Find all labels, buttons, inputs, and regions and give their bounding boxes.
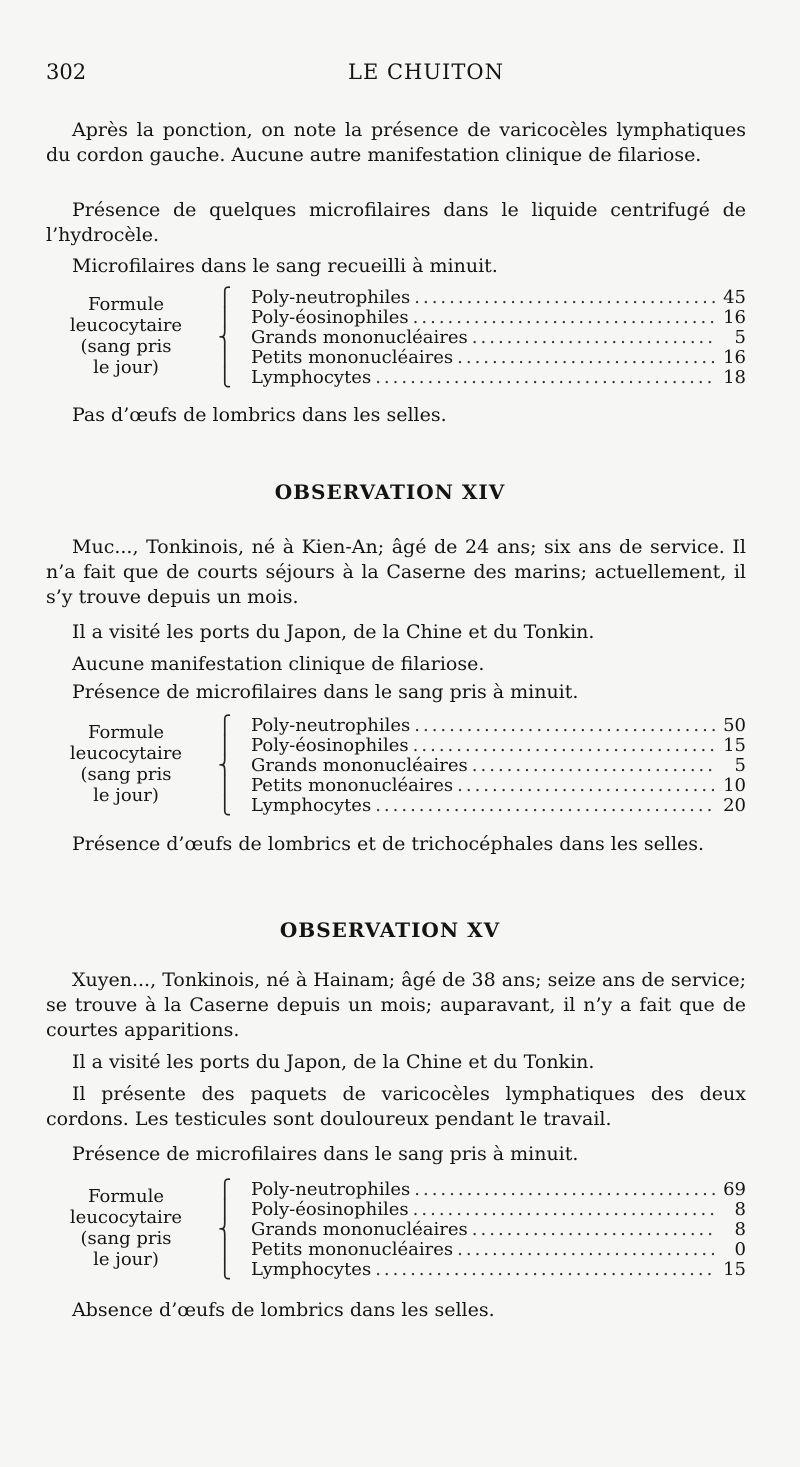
- formula-row: Poly-éosinophiles ..... 8: [251, 1200, 746, 1220]
- paragraph: Présence de quelques microfilaires dans le liquide centrifugé de l’hydrocèle.: [46, 199, 746, 246]
- formula-rows: [251, 716, 746, 816]
- formula-row: Grands mononucléaires ..... 8: [251, 1220, 746, 1240]
- formula-rows: [251, 288, 746, 388]
- paragraph: Microfilaires dans le sang recueilli à minuit.: [72, 255, 498, 277]
- formula-row: Poly-neutrophiles ..... 69: [251, 1180, 746, 1200]
- formula-row: Grands mononucléaires ..... 5: [251, 756, 746, 776]
- formula-label: Formule leucocytaire (sang pris le jour): [69, 294, 183, 378]
- brace: ⎧ ⎪ ⎨ ⎪ ⎩: [218, 715, 232, 816]
- formula-row: Lymphocytes ..... 20: [251, 796, 746, 816]
- brace: ⎧ ⎪ ⎨ ⎪ ⎩: [218, 1179, 232, 1280]
- paragraph: Présence de microfilaires dans le sang pris à minuit.: [72, 681, 579, 703]
- formula-rows: [251, 1180, 746, 1280]
- leukocyte-formula: [46, 1180, 746, 1290]
- paragraph: Pas d’œufs de lombrics dans les selles.: [72, 404, 447, 426]
- formula-row: Poly-éosinophiles ..... 15: [251, 736, 746, 756]
- formula-row: Poly-neutrophiles ..... 45: [251, 288, 746, 308]
- paragraph: Il présente des paquets de varicocèles lymphatiques des deux cordons. Les testicules sont douloureux pendant le travail.: [46, 1083, 746, 1130]
- formula-row: Poly-éosinophiles ..... 16: [251, 308, 746, 328]
- paragraph: Muc..., Tonkinois, né à Kien-An; âgé de 24 ans; six ans de service. Il n’a fait que de courts séjours à la Caserne des marins; actuellement, il s’y trouve depuis un mois.: [46, 536, 746, 608]
- leukocyte-formula: [46, 716, 746, 826]
- page-header: [46, 60, 746, 90]
- formula-row: Poly-neutrophiles ..... 50: [251, 716, 746, 736]
- paragraph: Présence de microfilaires dans le sang pris à minuit.: [72, 1143, 579, 1165]
- formula-row: Petits mononucléaires ..... 0: [251, 1240, 746, 1260]
- leukocyte-formula: [46, 288, 746, 398]
- paragraph: Présence d’œufs de lombrics et de trichocéphales dans les selles.: [72, 833, 705, 855]
- paragraph: Après la ponction, on note la présence de varicocèles lymphatiques du cordon gauche. Aucune autre manifestation clinique de filariose.: [46, 119, 746, 166]
- paragraph: Il a visité les ports du Japon, de la Chine et du Tonkin.: [72, 621, 595, 643]
- paragraph: Il a visité les ports du Japon, de la Chine et du Tonkin.: [72, 1051, 595, 1073]
- paragraph: Xuyen..., Tonkinois, né à Hainam; âgé de 38 ans; seize ans de service; se trouve à la Caserne depuis un mois; auparavant, il n’y a fait que de courtes apparitions.: [46, 969, 746, 1041]
- formula-label: Formule leucocytaire (sang pris le jour): [69, 1186, 183, 1270]
- brace: ⎧ ⎪ ⎨ ⎪ ⎩: [218, 287, 232, 388]
- section-heading: OBSERVATION XV: [279, 918, 501, 942]
- page-number: 302: [46, 60, 87, 84]
- formula-row: Petits mononucléaires ..... 10: [251, 776, 746, 796]
- section-heading: OBSERVATION XIV: [274, 480, 506, 504]
- formula-row: Lymphocytes ..... 18: [251, 368, 746, 388]
- paragraph: Absence d’œufs de lombrics dans les selles.: [72, 1299, 495, 1321]
- paragraph: Aucune manifestation clinique de filariose.: [72, 653, 485, 675]
- formula-label: Formule leucocytaire (sang pris le jour): [69, 722, 183, 806]
- formula-row: Lymphocytes ..... 15: [251, 1260, 746, 1280]
- formula-row: Petits mononucléaires ..... 16: [251, 348, 746, 368]
- formula-row: Grands mononucléaires ..... 5: [251, 328, 746, 348]
- running-title: LE CHUITON: [348, 60, 504, 84]
